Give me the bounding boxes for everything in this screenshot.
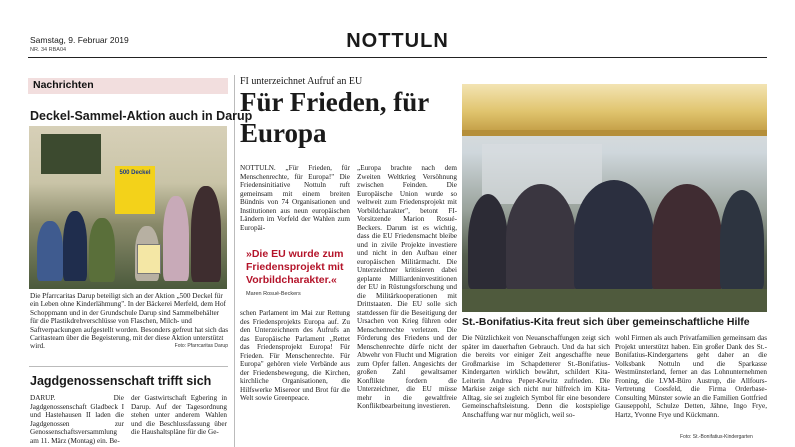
- second-article-headline: Jagdgenossenschaft trifft sich: [30, 374, 212, 388]
- photo-group: [506, 184, 576, 292]
- photo-person: [63, 211, 87, 281]
- news-label: Nachrichten: [33, 79, 94, 91]
- issue-date: Samstag, 9. Februar 2019: [30, 35, 129, 45]
- main-article-headline: Für Frieden, für Europa: [240, 87, 429, 148]
- right-photo-credit: Foto: St.-Bonifatius-Kindergarten: [680, 434, 753, 440]
- main-article-col1-top: NOTTULN. „Für Frieden, für Menschenrechte, für Europa!" Die Friedensinitiative Nottuln ruft gemeinsam mit einem breiten Bündnis von 74 Organisationen und Institutionen aus neun europäischen Ländern im Vorfeld der Wahlen zum Europäi-: [240, 164, 350, 232]
- column-divider: [234, 75, 235, 447]
- photo-credit: Foto: Pfarrcaritas Darup: [174, 343, 228, 350]
- photo-board: [41, 134, 101, 174]
- right-article-col2: wohl Firmen als auch Privatfamilien gemeinsam das Projekt unterstützt haben. Ein großer Dank des St.-Bonifatius-Kindergartens geht daher an die Volksbank Nottuln und die Sparkasse Westmünsterland, ferner an das Lohnunternehmen Froning, die LVM-Büro Austrup, die Allfours-Vertretung Coesfeld, die Firma Orderbase-Consulting Münster sowie an die Familien Gottfried Gauseppohl, Schulze Detten, Jähne, Ingo Frye, Hartz, Yvonne Frye und Kückmann.: [615, 334, 767, 419]
- awning-edge: [462, 130, 767, 136]
- right-article-photo: [462, 84, 767, 312]
- left-article-headline: Deckel-Sammel-Aktion auch in Darup: [30, 109, 253, 123]
- pull-quote: [246, 248, 352, 297]
- photo-group: [468, 194, 508, 289]
- photo-group: [652, 184, 722, 292]
- photo-ground: [462, 289, 767, 312]
- main-article-col2: „Europa brachte nach dem Zweiten Weltkrieg Versöhnung zwischen Feinden. Die Europäische Union wurde so weltweit zum Friedensprojekt mit Vorbildcharakter", betont FI-Vorsitzende Marion Rosué-Beckers. Darum ist es wichtig, dass die EU Friedensmacht bleibe und in zivile Projekte investiere und nicht in den Aufbau einer europäischen Militärmacht. Die Unterzeichner kritisieren dabei geplante Milliardeninvestitionen der EU in Rüstungsforschung und die Militärkooperationen mit Drittstaaten. Die EU solle sich stattdessen für die Beseitigung der Ursachen von Krieg führen oder Menschenrechte verletzen. Die Förderung des Friedens und der Menschenrechte dürfe nicht der Abwehr von Flucht und Migration zum Opfer fallen. Angesichts der großen Zahl gewaltsamer Konflikte fordern die Unterzeichner, die EU müsse mehr in die gewaltfreie Konfliktbearbeitung investieren.: [357, 164, 457, 410]
- pull-quote-text: »Die EU wurde zum Friedensprojekt mit Vorbildcharakter.«: [246, 248, 344, 286]
- second-article-col2: der Gastwirtschaft Egbering in Darup. Auf der Tagesordnung stehen unter anderem Wahlen und die Beschlussfassung über die Haushaltspläne für die Ge-: [131, 394, 227, 436]
- header-rule: [28, 57, 767, 58]
- left-separator: [29, 366, 228, 367]
- left-article-photo: [29, 126, 227, 289]
- left-article-caption: Die Pfarrcaritas Darup beteiligt sich an der Aktion „500 Deckel für ein Leben ohne Kinderlähmung". In der Bäckerei Merfeld, dem Hof Schoppmann und in der Grundschule Darup sind Sammelbehälter für die Plastikdrehverschlüsse von Flaschen, Milch- und Saftverpackungen aufgestellt worden. Besonders gefreut hat sich das Caritasteam über die Begeisterung, mit der diese Aktion unterstützt wird. Foto: Pfarrcaritas Darup: [30, 292, 228, 351]
- main-article-col1-bottom: schen Parlament im Mai zur Rettung des Friedensprojekts Europa auf. Zu den Unterzeichnern des Aufrufs an das Europäische Parlament „Rettet das Friedensprojekt Europa! Für Frieden. Für Menschenrechte. Für Europa" gehören viele Verbände aus der Friedensbewegung, die Kirchen, kirchliche Organisationen, die Hilfswerke Misereor und Brot für die Welt sowie Greenpeace.: [240, 309, 350, 402]
- issue-number: NR. 34 RBA04: [30, 47, 67, 53]
- photo-group: [720, 190, 764, 290]
- photo-sign: 500 Deckel: [115, 166, 155, 214]
- second-article-col1: DARUP. Die Jagdgenossenschaft Gladbeck I und Hastehausen II laden die Jagdgenossen zur Genossenschaftsversammlung am 11. März (Montag) ein. Be-: [30, 394, 124, 445]
- pull-quote-author: Maren Rosué-Beckers: [246, 291, 301, 297]
- main-article-kicker: FI unterzeichnet Aufruf an EU: [240, 76, 363, 87]
- photo-awning: [462, 84, 767, 130]
- photo-group: [574, 180, 654, 292]
- collection-jar: [137, 244, 161, 274]
- right-article-headline: St.-Bonifatius-Kita freut sich über gemeinschaftliche Hilfe: [462, 316, 750, 328]
- photo-person: [37, 221, 63, 281]
- photo-person: [191, 186, 221, 282]
- right-article-col1: Die Nützlichkeit von Neuanschaffungen zeigt sich später im dauerhaften Gebrauch. Und da hat sich die bereits vor einiger Zeit angeschaffte neue Großmarkise im Schapdetterer St.-Bonifatius-Kindergarten wirklich bewährt, schildert Kita-Leiterin Andrea Peper-Kewitz zufrieden. Die Markise zeige sich nicht nur hilfreich im Kita-Alltag, sie sei zugleich Symbol für eine besondere Gemeinschaftsleistung. Denn die kostspielige Anschaffung war nur möglich, weil so-: [462, 334, 610, 419]
- photo-person: [163, 196, 189, 281]
- photo-person: [89, 218, 115, 282]
- section-title: NOTTULN: [346, 30, 449, 52]
